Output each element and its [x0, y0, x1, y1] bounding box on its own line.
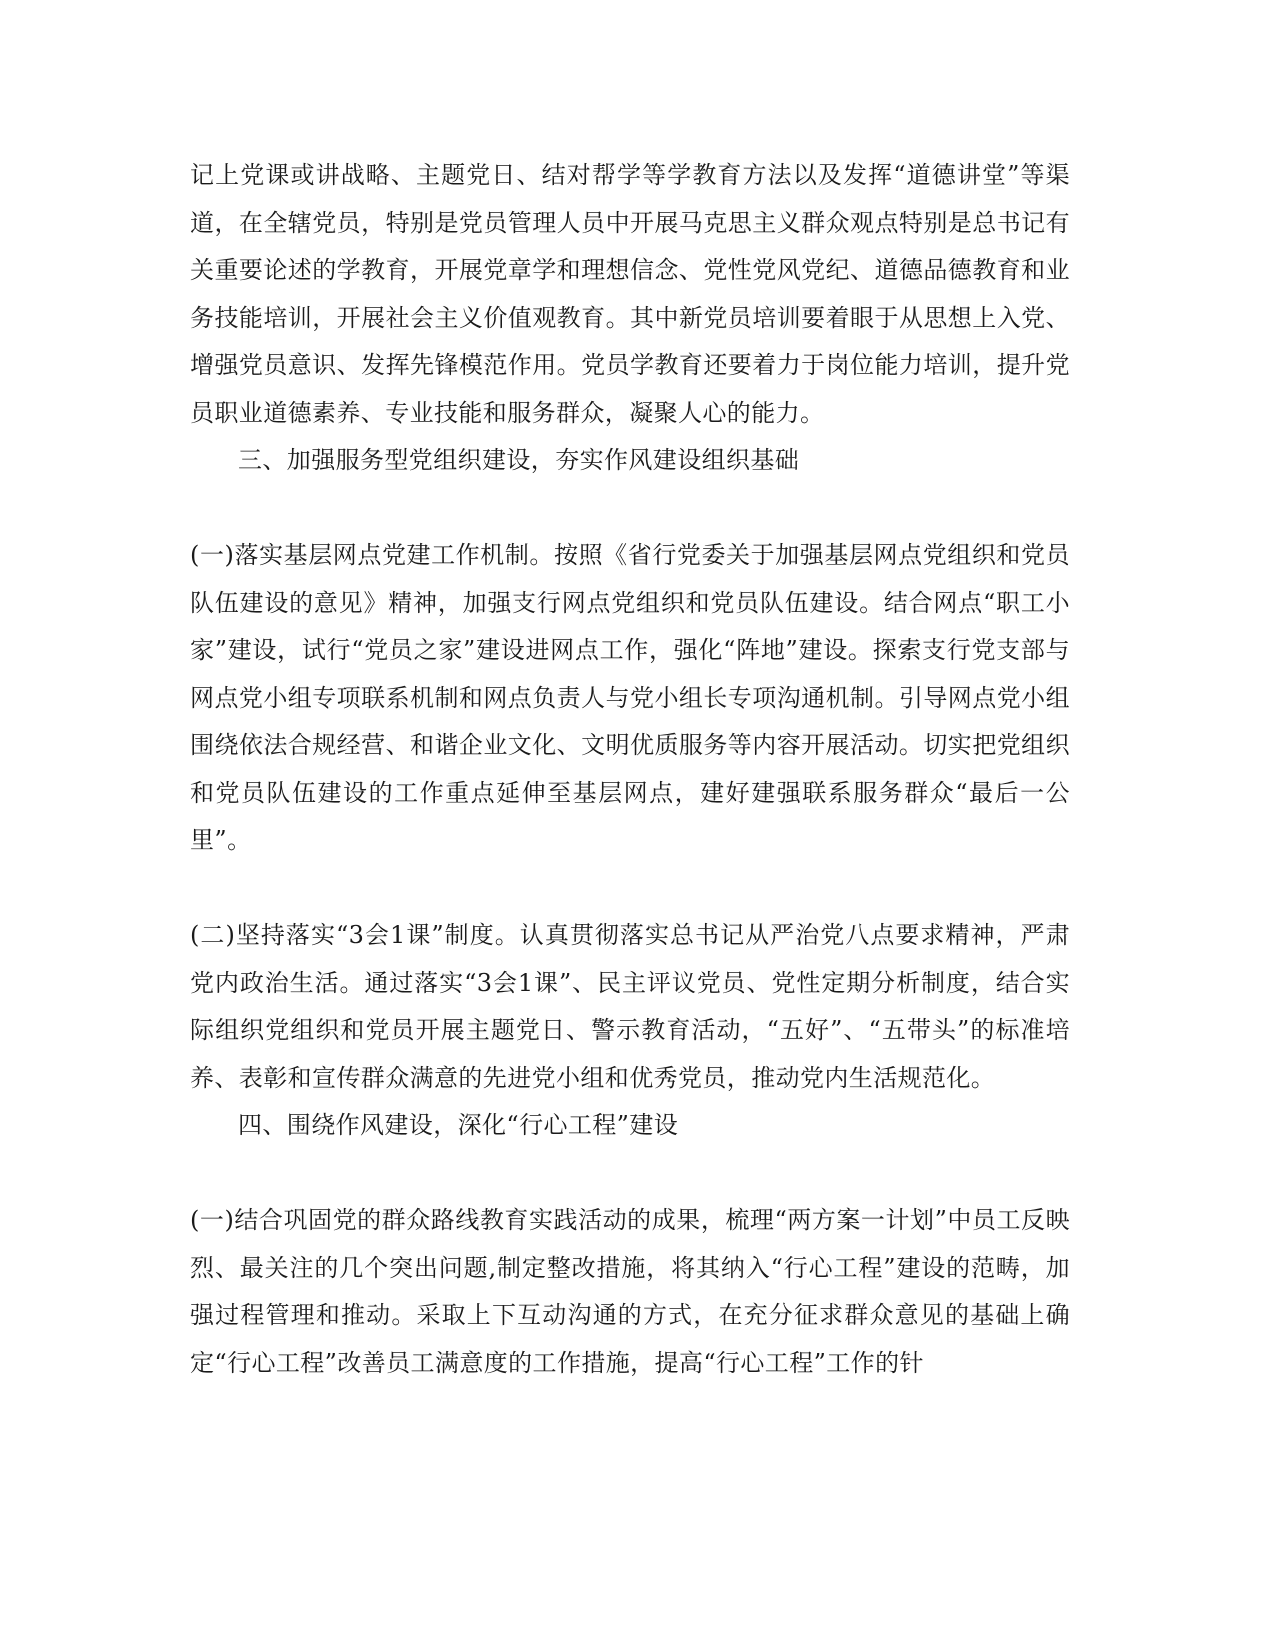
section-heading-3: 三、加强服务型党组织建设，夯实作风建设组织基础: [238, 446, 800, 474]
blank-line: [190, 485, 1070, 533]
paragraph-party-education: 记上党课或讲战略、主题党日、结对帮学等学教育方法以及发挥“道德讲堂”等渠道，在全辖党员，特别是党员管理人员中开展马克思主义群众观点特别是总书记有关重要论述的学教育，开展党章学和理想信念、党性党风党纪、道德品德教育和业务技能培训，开展社会主义价值观教育。其中新党员培训要着眼于从思想上入党、增强党员意识、发挥先锋模范作用。党员学教育还要着力于岗位能力培训，提升党员职业道德素养、专业技能和服务群众，凝聚人心的能力。: [190, 161, 1070, 427]
blank-line: [190, 1150, 1070, 1198]
paragraph-heart-project: (一)结合巩固党的群众路线教育实践活动的成果，梳理“两方案一计划”中员工反映烈、最关注的几个突出问题,制定整改措施，将其纳入“行心工程”建设的范畴，加强过程管理和推动。采取上下互动沟通的方式，在充分征求群众意见的基础上确定“行心工程”改善员工满意度的工作措施，提高“行心工程”工作的针: [190, 1206, 1070, 1377]
paragraph-grassroots-mechanism: (一)落实基层网点党建工作机制。按照《省行党委关于加强基层网点党组织和党员队伍建设的意见》精神，加强支行网点党组织和党员队伍建设。结合网点“职工小家”建设，试行“党员之家”建设进网点工作，强化“阵地”建设。探索支行党支部与网点党小组专项联系机制和网点负责人与党小组长专项沟通机制。引导网点党小组围绕依法合规经营、和谐企业文化、文明优质服务等内容开展活动。切实把党组织和党员队伍建设的工作重点延伸至基层网点，建好建强联系服务群众“最后一公里”。: [190, 541, 1070, 854]
blank-line: [190, 865, 1070, 913]
paragraph-three-meetings-one-lesson: (二)坚持落实“3会1课”制度。认真贯彻落实总书记从严治党八点要求精神，严肃党内政治生活。通过落实“3会1课”、民主评议党员、党性定期分析制度，结合实际组织党组织和党员开展主题党日、警示教育活动，“五好”、“五带头”的标准培养、表彰和宣传群众满意的先进党小组和优秀党员，推动党内生活规范化。: [190, 921, 1070, 1092]
section-heading-4: 四、围绕作风建设，深化“行心工程”建设: [238, 1111, 679, 1139]
document-body: [190, 152, 1070, 1387]
